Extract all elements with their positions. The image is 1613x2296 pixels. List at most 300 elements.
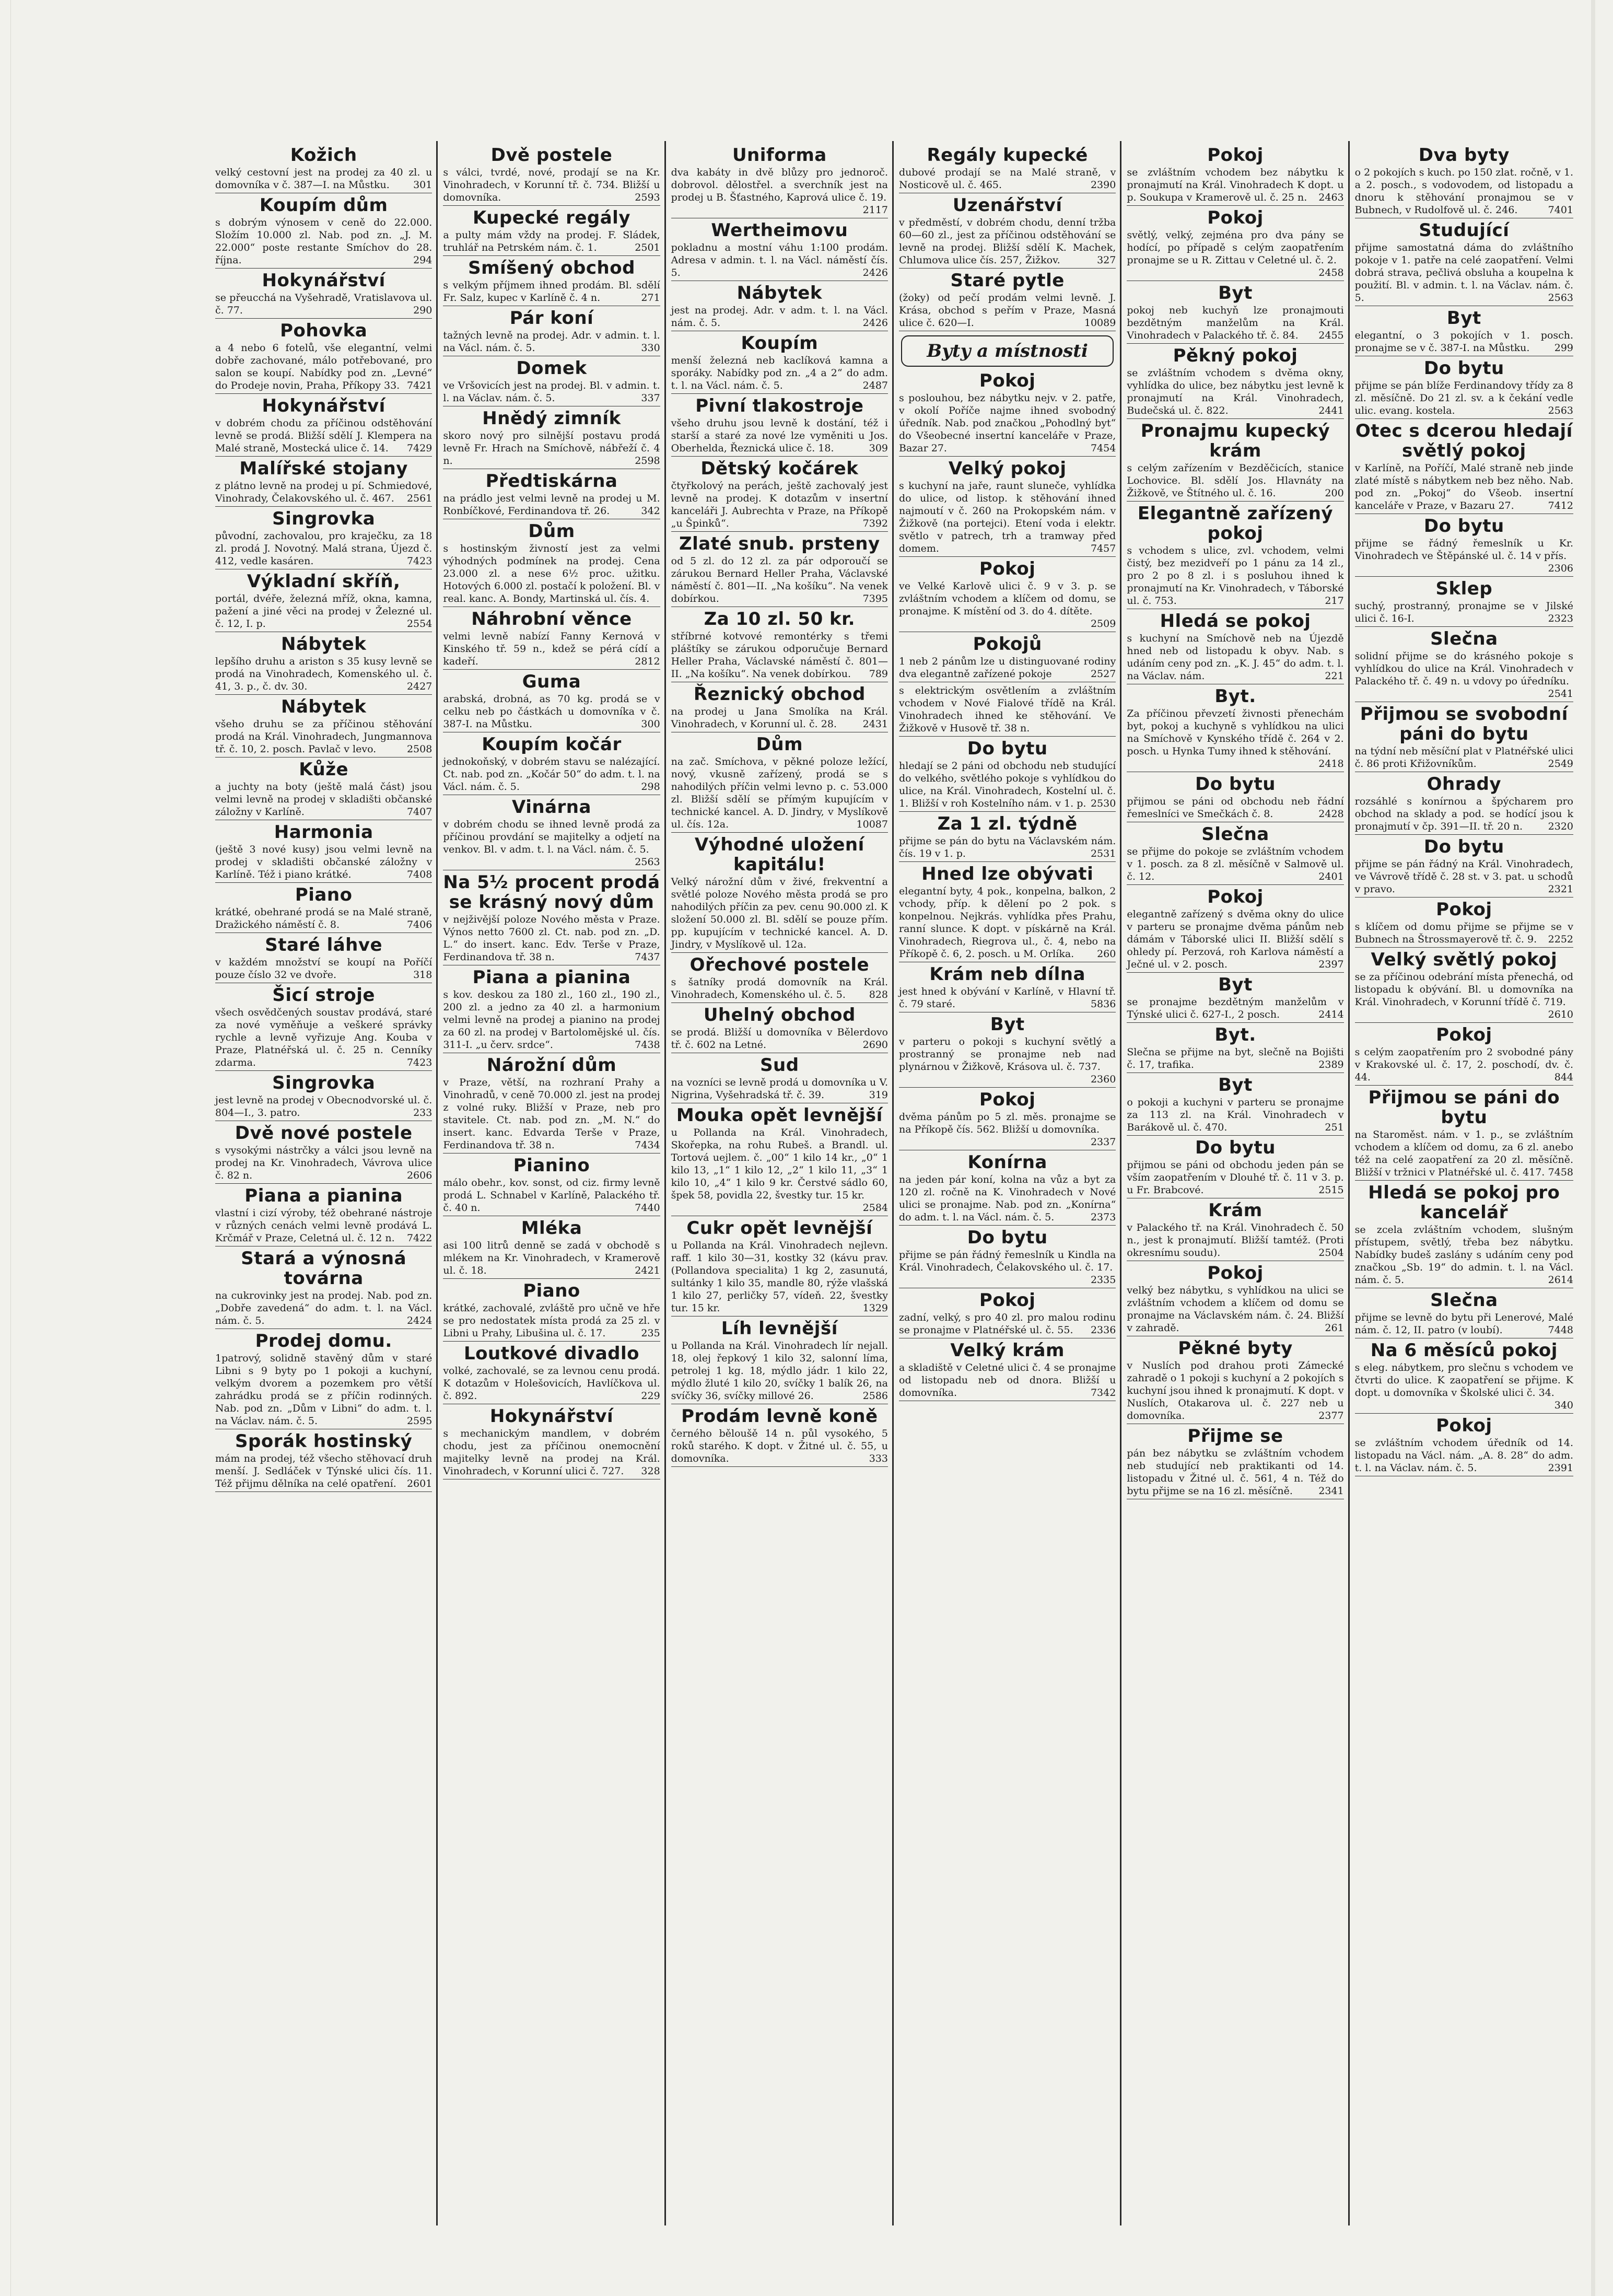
ad-headline: Pokoj [1207, 145, 1264, 166]
ad-headline: Náhrobní věnce [471, 609, 632, 630]
ad-headline: Pokoj [979, 1290, 1036, 1311]
ad-body: s šatníky prodá domovník na Král. Vinohradech, Komenského ul. č. 5. [671, 976, 888, 1000]
classified-ad [215, 509, 432, 569]
ad-body: hledají se 2 páni od obchodu neb studující do velkého, světlého pokoje s vyhlídkou do ulice, na Král. Vinohradech, Kostelní ul. č. 1. Bližší v roh Kostelního nám. v 1. p. [899, 760, 1116, 809]
classified-ad [215, 697, 432, 757]
ad-code: 2418 [1318, 758, 1344, 770]
ad-code: 10087 [856, 819, 888, 830]
classified-ad [215, 145, 432, 193]
ad-headline: Staré láhve [265, 935, 383, 955]
ad-headline: Pokoj [1207, 887, 1264, 907]
classified-ad [443, 735, 660, 795]
ad-body: pán bez nábytku se zvláštním vchodem neb studující neb praktikanti od 14. listopadu v Žitné ul. č. 561, 4 n. Též do bytu přijme se na 16 zl. měsíčně. [1127, 1448, 1344, 1497]
ad-body: od 5 zl. do 12 zl. za pár odporoučí se zárukou Bernard Heller Praha, Václavské náměstí č. 801—II. „Na košíku“. Na venek dobírkou. [671, 555, 888, 604]
ad-body: Slečna se přijme na byt, slečně na Bojišti č. 17, trafika. [1127, 1046, 1344, 1070]
classified-ad [215, 1123, 432, 1184]
ad-headline: Prodej domu. [255, 1331, 392, 1351]
classified-ad [215, 985, 432, 1071]
ad-code: 2427 [406, 681, 433, 692]
ad-code: 2595 [406, 1415, 433, 1427]
classified-ad [671, 1105, 888, 1216]
ad-body: a 4 nebo 6 fotelů, vše elegantní, velmi dobře zachované, málo potřebované, pro salon se koupí. Nabídky pod zn. „Levné“ do Prodeje novin, Praha, Příkopy 33. [215, 342, 433, 391]
ad-headline: Dva byty [1418, 145, 1510, 166]
ad-headline: Piano [295, 884, 353, 905]
classified-ad [1355, 704, 1573, 772]
ad-headline: Výhodné uložení kapitálu! [694, 834, 864, 875]
ad-headline: Singrovka [272, 1073, 376, 1093]
ad-body: Velký nárožní dům v živé, frekventní a světlé poloze Nového města prodá se pro nahodilých příčin za pev. cenu 90.000 zl. K složení 50.000 zl. Bl. sdělí se pouze přím. pp. kupujícím v technické kancel. A. D. Jindry, v Myslíkově ul. 12a. [671, 876, 888, 950]
ad-code: 7437 [635, 951, 660, 963]
ad-body: elegantně zařízený s dvěma okny do ulice v parteru se pronajme dvěma pánům neb dámám v Táborské ulici II. Bližší sdělí s ohledy pí. Perzová, roh Karlova náměstí a Ječné ul. v 2. posch. [1127, 908, 1344, 970]
ad-headline: Do bytu [967, 1227, 1048, 1248]
ad-body: elegantní, o 3 pokojích v 1. posch. pronajme se v č. 387-I. na Můstku. [1354, 330, 1573, 354]
ad-headline: Přijmou se svobodní páni do bytu [1360, 704, 1568, 744]
ad-headline: Dvě postele [490, 145, 613, 166]
ad-body: na vozníci se levně prodá u domovníka u V. Nigrina, Vyšehradská tř. č. 39. [671, 1077, 888, 1101]
ad-headline: Dům [528, 521, 575, 542]
ad-headline: Pokoj [1207, 1263, 1264, 1284]
classified-ad [1355, 837, 1573, 898]
ad-headline: Krám [1208, 1200, 1263, 1221]
classified-ad [215, 195, 432, 269]
ad-code: 300 [641, 718, 660, 730]
ad-body: vlastní i cizí výroby, též obehrané nástroje v různých cenách velmi levně prodává L. Krčmář v Praze, Celetná ul. č. 12 n. [215, 1207, 433, 1244]
ad-body: s dobrým výnosem v ceně do 22.000. Složím 10.000 zl. Nab. pod zn. „J. M. 22.000“ poste restante Smíchov do 28. října. [215, 217, 433, 266]
ad-body: dva kabáty in dvě blůzy pro jednoroč. dobrovol. dělostřel. a sverchník jest na prodej u B. Šťastného, Kaprová ulice č. 19. [671, 167, 888, 203]
classified-ad [671, 220, 888, 281]
ad-code: 298 [641, 781, 660, 792]
ad-headline: Byt [1446, 308, 1481, 329]
ad-code: 2426 [862, 317, 888, 329]
ad-code: 7438 [635, 1039, 660, 1051]
classified-ad [1355, 1290, 1573, 1338]
ad-code: 2586 [862, 1390, 888, 1402]
ad-headline: Pár koní [509, 308, 594, 329]
classified-ad [1355, 1341, 1573, 1414]
classified-ad [1127, 421, 1343, 502]
ad-code: 7448 [1548, 1324, 1573, 1336]
ad-body: (ještě 3 nové kusy) jsou velmi levně na prodej v skladišti občanské záložny v Karlíně. Též i piano krátké. [215, 844, 433, 880]
ad-code: 2426 [862, 267, 888, 278]
classified-ad [215, 572, 432, 632]
classified-ad [1127, 208, 1343, 281]
ad-headline: Pokoj [1207, 207, 1264, 228]
ad-body: jest levně na prodej v Obecnodvorské ul. č. 804—I., 3. patro. [215, 1094, 433, 1118]
ad-code: 2554 [406, 618, 433, 630]
ad-code: 7395 [862, 593, 888, 604]
ad-code: 7421 [406, 380, 433, 391]
ad-headline: Do bytu [1423, 358, 1504, 379]
ad-code: 2563 [635, 856, 660, 868]
ad-body: v Praze, větší, na rozhraní Prahy a Vinohradů, v ceně 70.000 zl. jest na prodej z volné ruky. Bližší v Praze, neb pro stavitele. Ct. nab. pod zn. „M. N.“ do insert. kanc. Edvarda Terše v Praze, Ferdinandova tř. 38 n. [443, 1077, 660, 1151]
ad-headline: Byt [1218, 1075, 1253, 1095]
classified-ad [1355, 1088, 1573, 1181]
page-fold-line [10, 0, 11, 2296]
classified-ad [899, 1228, 1116, 1288]
ad-body: čtyřkolový na perách, ještě zachovalý jest levně na prodej. K dotazům v insertní kanceláři J. Aubrechta v Praze, na Příkopě „u Špinků“. [671, 480, 888, 529]
ad-headline: Ořechové postele [689, 954, 870, 975]
ad-code: 7407 [406, 806, 433, 818]
ad-code: 2373 [1090, 1211, 1116, 1223]
classified-ad [1127, 887, 1343, 973]
classified-ad [443, 1156, 660, 1216]
ad-headline: Pokoj [1436, 1024, 1492, 1045]
ad-body: ve Velké Karlově ulici č. 9 v 3. p. se zvláštním vchodem a klíčem od domu, se pronajme. K místění od 3. do 4. dítěte. [899, 580, 1116, 617]
ad-code: 2401 [1318, 871, 1344, 882]
ad-body: se přeucchá na Vyšehradě, Vratislavova ul. č. 77. [215, 292, 433, 316]
classified-ad [443, 968, 660, 1053]
ad-code: 301 [413, 179, 433, 191]
ad-headline: Stará a výnosná továrna [241, 1248, 407, 1289]
classified-ad [1355, 421, 1573, 514]
ad-code: 2584 [862, 1202, 888, 1214]
ad-body: pokoj neb kuchyň lze pronajmouti bezdětným manželům na Král. Vinohradech v Palackého tř. č. 84. [1127, 305, 1344, 341]
ad-body: velký cestovní jest na prodej za 40 zl. u domovníka v č. 387—I. na Můstku. [215, 167, 433, 191]
classified-ad [671, 955, 888, 1003]
classified-ad [899, 1015, 1116, 1088]
classified-ad [671, 145, 888, 218]
classified-ad [215, 1186, 432, 1246]
ad-code: 2563 [1548, 405, 1573, 416]
ad-headline: Piana a pianina [244, 1185, 403, 1206]
ad-body: zadní, velký, s pro 40 zl. pro malou rodinu se pronajme v Platnéřské ul. č. 55. [899, 1312, 1116, 1336]
ad-headline: Dvě nové postele [235, 1123, 413, 1144]
ad-code: 2421 [635, 1265, 660, 1276]
ad-headline: Staré pytle [950, 270, 1065, 291]
ad-code: 2601 [406, 1478, 433, 1489]
ad-body: portál, dvéře, železná mříž, okna, kamna, pažení a jiné věci na prodej v Železné ul. č. 12, I. p. [215, 593, 433, 630]
ad-headline: Pianino [513, 1155, 590, 1176]
classified-ad [1127, 1426, 1343, 1499]
ad-body: s klíčem od domu přijme se přijme se v Bubnech na Štrossmayerově tř. č. 9. [1354, 921, 1573, 945]
classified-column [1121, 141, 1349, 2225]
ad-code: 2549 [1548, 758, 1573, 770]
ad-headline: Sud [760, 1055, 799, 1076]
ad-body: asi 100 litrů denně se zadá v obchodě s mlékem na Kr. Vinohradech, v Kramerově ul. č. 18. [443, 1240, 660, 1276]
ad-headline: Studující [1419, 220, 1510, 241]
ad-headline: Byt [1218, 283, 1253, 304]
classified-ad [215, 935, 432, 983]
ad-headline: Do bytu [967, 738, 1048, 759]
classified-ad [1127, 283, 1343, 344]
classified-ad [1355, 774, 1573, 835]
scan-edge [1591, 0, 1595, 2296]
ad-body: s kuchyní na jaře, raunt sluneče, vyhlídka do ulice, od listop. k stěhování ihned najmoutí v č. 260 na Prokopském nám. v Žižkově (na portejci). Etení voda i elektr. světlo v patrech, trh a tramway před domem. [899, 480, 1116, 554]
ad-headline: Krám neb dílna [929, 964, 1085, 985]
ad-headline: Na 6 měsíců pokoj [1370, 1340, 1558, 1361]
ad-body: 1patrový, solidně stavěný dům v staré Libni s 9 byty po 1 pokoji a kuchyní, velkým dvorem a pozemkem pro větší zahrádku prodá se z příčin rodinných. Nab. pod zn. „Dům v Libni“ do adm. t. l. na Václav. nám. č. 5. [215, 1353, 433, 1427]
ad-code: 2610 [1548, 1009, 1573, 1020]
classified-column [1350, 141, 1577, 2225]
ad-body: s kuchyní na Smíchově neb na Újezdě hned neb od listopadu k obyv. Nab. s udáním ceny pod zn. „K. J. 45“ do adm. t. l. na Václav. nám. [1127, 633, 1344, 682]
ad-code: 333 [869, 1453, 888, 1464]
ad-code: 7406 [406, 919, 433, 930]
ad-headline: Loutkové divadlo [463, 1343, 640, 1364]
classified-ad [443, 308, 660, 356]
ad-code: 2509 [1090, 618, 1116, 630]
ad-body: přijme se pán do bytu na Václavském nám. čís. 19 v 1. p. [899, 835, 1116, 859]
ad-code: 7423 [406, 555, 433, 567]
ad-code: 2606 [406, 1170, 433, 1181]
ad-code: 327 [1097, 254, 1116, 266]
ad-body: s elektrickým osvětlením a zvláštním vchodem v Nové Fialové třídě na Král. Vinohradech ihned ke stěhování. Ve Žižkově v Husově tř. 38 n. [899, 685, 1116, 734]
classified-ad [443, 872, 660, 965]
ad-body: v předměstí, v dobrém chodu, denní tržba 60—60 zl., jest za příčinou odstěhování se levně na prodej. Bližší sdělí K. Machek, Chlumova ulice čís. 257, Žižkov. [899, 217, 1116, 266]
classified-ad [1127, 145, 1343, 206]
ad-body: se pronajme bezdětným manželům v Týnské ulici č. 627-I., 2 posch. [1127, 996, 1344, 1020]
ad-code: 2563 [1548, 292, 1573, 304]
ad-code: 337 [641, 392, 660, 404]
ad-code: 2252 [1548, 934, 1573, 945]
ad-body: v dobrém chodu za příčinou odstěhování levně se prodá. Bližší sdělí J. Klempera na Malé straně, Mostecká ulice č. 14. [215, 417, 433, 454]
ad-body: (žoky) od pečí prodám velmi levně. J. Krása, obchod s peřím v Praze, Masná ulice č. 620—I. [899, 292, 1116, 329]
ad-headline: Pivní tlakostroje [695, 395, 864, 416]
classified-ad [899, 459, 1116, 557]
ad-body: s vysokými nástrčky a válci jsou levně na prodej na Kr. Vinohradech, Vávrova ulice č. 82 n. [215, 1145, 433, 1181]
ad-code: 7454 [1090, 442, 1116, 454]
classified-ad [1127, 1138, 1343, 1198]
ad-body: volké, zachovalé, se za levnou cenu prodá. K dotazům v Holešovicích, Havlíčkova ul. č. 892. [443, 1365, 660, 1402]
ad-headline: Guma [522, 671, 581, 692]
classified-ad [899, 739, 1116, 812]
classified-ad [671, 835, 888, 953]
ad-code: 2390 [1090, 179, 1116, 191]
ad-code: 2424 [406, 1315, 433, 1326]
ad-body: u Pollanda na Král. Vinohradech nejlevn. raff. 1 kilo 30—31, kostky 32 (kávu prav. (Pollandova specialita) 1 kg 2, zasunutá, sultánky 1 kilo 35, mandle 80, rýže vlašská 1 kilo 27, perličky 57, vídeň. 22, švestky tur. 15 kr. [671, 1240, 888, 1314]
ad-code: 2323 [1548, 613, 1573, 624]
ad-body: dubové prodají se na Malé straně, v Nosticově ul. č. 465. [899, 167, 1116, 191]
ad-code: 2531 [1090, 848, 1116, 859]
classified-column [438, 141, 665, 2225]
ad-headline: Uhelný obchod [703, 1005, 856, 1025]
ad-code: 2360 [1090, 1074, 1116, 1085]
classified-ad [443, 1055, 660, 1153]
ad-body: se zcela zvláštním vchodem, slušným přístupem, světlý, třeba bez nábytku. Nabídky budeš zaslány s udáním ceny pod značkou „Sb. 19“ do admin. t. l. na Václ. nám. č. 5. [1354, 1224, 1573, 1286]
ad-code: 2391 [1548, 1462, 1573, 1474]
ad-body: v Palackého tř. na Král. Vinohradech č. 50 n., jest k pronajmutí. Bližší tamtéž. (Proti okresnímu soudu). [1127, 1222, 1344, 1258]
ad-body: se zvláštním vchodem úředník od 14. listopadu na Václ. nám. „A. 8. 28“ do adm. t. l. na Václav. nám. č. 5. [1354, 1437, 1573, 1474]
classified-ad [443, 1281, 660, 1342]
ad-headline: Šicí stroje [272, 985, 375, 1006]
ad-body: s válci, tvrdé, nové, prodají se na Kr. Vinohradech, v Korunní tř. č. 734. Bližší u domovníka. [443, 167, 660, 203]
ad-headline: Byt [990, 1014, 1025, 1035]
ad-headline: Elegantně zařízený pokoj [1137, 503, 1334, 544]
ad-headline: Hledá se pokoj pro kancelář [1368, 1182, 1560, 1223]
classified-ad [215, 271, 432, 319]
ad-body: na zač. Smíchova, v pěkné poloze ležící, nový, vkusně zařízený, prodá se s nahodilých příčin velmi levno p. c. 53.000 zl. Bližší sdělí se přímým kupujícím v technické kancel. A. D. Jindry, v Myslíkově ul. čís. 12a. [671, 756, 888, 830]
classified-ad [215, 459, 432, 507]
ad-body: u Pollanda na Král. Vinohradech, Skořepka, na rohu Rubeš. a Brandl. ul. Tortová uejlem. č. „00“ 1 kilo 14 kr., „0“ 1 kilo 13, „1“ 1 kilo 12, „2“ 1 kilo 11, „3“ 1 kilo 10, „4“ 1 kilo 9 kr. Čerstvé sádlo 60, špek 58, povidla 22, švestky tur. 15 kr. [671, 1127, 888, 1201]
classified-ad [1355, 1416, 1573, 1476]
classified-ad [671, 283, 888, 331]
ad-code: 7422 [406, 1232, 433, 1244]
classified-ad [1355, 220, 1573, 306]
ad-headline: Hokynářství [262, 395, 385, 416]
ad-headline: Nábytek [737, 283, 822, 304]
ad-body: na prádlo jest velmi levně na prodej u M. Ronbíčkové, Ferdinandova tř. 26. [443, 493, 660, 517]
ad-headline: Piana a pianina [472, 967, 631, 988]
ad-code: 319 [869, 1089, 888, 1101]
classified-ad [443, 145, 660, 206]
ad-code: 251 [1325, 1122, 1344, 1133]
classified-ad [443, 672, 660, 732]
ad-headline: Konírna [967, 1152, 1047, 1173]
ad-body: všeho druhu jsou levně k dostání, též i starší a staré za nové lze vyměniti u Jos. Oberhelda, Řeznická ulice č. 18. [671, 417, 888, 454]
ad-body: v parteru o pokoji s kuchyní světlý a prostranný se pronajme neb nad plynárnou v Žižkově, Krásova ul. č. 737. [899, 1036, 1116, 1073]
ad-body: jest hned k obývání v Karlíně, v Hlavní tř. č. 79 staré. [899, 986, 1116, 1010]
ad-body: solidní přijme se do krásného pokoje s vyhlídkou do ulice na Král. Vinohradech v Palackého tř. č. 49 n. u vdovy po úředníku. [1354, 650, 1573, 687]
classified-ad [1127, 346, 1343, 419]
ad-body: velmi levně nabízí Fanny Kernová v Kinského tř. 59 n., kdež se pérá cídí a kadeří. [443, 631, 660, 667]
ad-body: tažných levně na prodej. Adr. v admin. t. l. na Václ. nám. č. 5. [443, 330, 660, 354]
classified-ad [1355, 950, 1573, 1023]
ad-headline: Pokoj [979, 1089, 1036, 1110]
ad-code: 2487 [862, 380, 888, 391]
ad-code: 828 [869, 989, 888, 1000]
ad-code: 7434 [635, 1139, 660, 1151]
ad-body: s hostinským živností jest za velmi výhodných podmínek na prodej. Cena 23.000 zl. a nese 6½ proc. užitku. Hotových 6.000 zl. postačí k položení. Bl. v real. kanc. A. Bondy, Martinská ul. čís. 4. [443, 543, 660, 604]
ad-body: málo obehr., kov. sonst, od ciz. firmy levně prodá L. Schnabel v Karlíně, Palackého tř. č. 40 n. [443, 1177, 660, 1214]
ad-code: 7458 [1548, 1167, 1573, 1178]
ad-headline: Slečna [1430, 1290, 1498, 1311]
ad-headline: Wertheimovu [711, 220, 848, 241]
ad-headline: Kožich [290, 145, 357, 166]
ad-body: s celým zaopatřením pro 2 svobodné pány v Krakovské ul. č. 17, 2. poschodí, dv. č. 44. [1354, 1046, 1573, 1083]
ad-code: 7423 [406, 1057, 433, 1068]
ad-headline: Malířské stojany [239, 458, 408, 479]
ad-body: přijme se řádný řemeslník u Kr. Vinohradech ve Štěpánské ul. č. 14 v přís. [1354, 538, 1573, 562]
classified-ad [443, 1218, 660, 1279]
ad-code: 2117 [862, 204, 888, 216]
ad-headline: Mléka [521, 1218, 582, 1239]
ad-code: 235 [641, 1327, 660, 1339]
ad-headline: Smíšený obchod [468, 258, 635, 278]
ad-headline: Koupím dům [259, 195, 388, 216]
ad-code: 233 [413, 1107, 433, 1118]
ad-code: 200 [1325, 487, 1344, 499]
ad-body: se přijme do pokoje se zvláštním vchodem v 1. posch. za 8 zl. měsíčně v Salmově ul. č. 12. [1127, 846, 1344, 882]
ad-body: pokladnu a mostní váhu 1:100 prodám. Adresa v admin. t. l. na Václ. náměstí čís. 5. [671, 242, 888, 278]
ad-body: přijme samostatná dáma do zvláštního pokoje v 1. patře na celé zaopatření. Velmi dobrá strava, pečlivá obsluha a koupelna k použití. Bl. v admin. t. l. na Václav. nám. č. 5. [1354, 242, 1573, 304]
ad-headline: Předtiskárna [485, 471, 618, 492]
classified-ad [443, 471, 660, 519]
classified-ad [671, 1406, 888, 1467]
ad-code: 299 [1554, 342, 1573, 354]
ad-code: 844 [1554, 1071, 1573, 1083]
ad-headline: Přijme se [1187, 1426, 1283, 1447]
ad-headline: Dětský kočárek [700, 458, 859, 479]
ad-body: u Pollanda na Král. Vinohradech lír nejall. 18, olej řepkový 1 kilo 32, salonní líma, petrolej 1 kg. 18, mýdlo jádr. 1 kilo 22, mýdlo žluté 1 kilo 20, svíčky 1 balík 26, na svíčky 36, svíčky millové 26. [671, 1340, 888, 1402]
classified-ad [443, 1344, 660, 1404]
ad-code: 2336 [1090, 1324, 1116, 1336]
ad-body: rozsáhlé s konírnou a špýcharem pro obchod na sklady a pod. se hodící jsou k pronajmutí v čp. 391—II. tř. 20 n. [1354, 796, 1573, 832]
classified-ad [1355, 1025, 1573, 1086]
ad-code: 318 [413, 969, 433, 981]
ad-body: přijme se pán řádný řemeslník u Kindla na Král. Vinohradech, Čelakovského ul. č. 17. [899, 1249, 1116, 1273]
classified-ad [1127, 504, 1343, 609]
ad-headline: Pokoj [1436, 1415, 1492, 1436]
ad-body: v dobrém chodu se ihned levně prodá za příčinou provdání se majitelky a odjetí na venkov. Bl. v adm. t. l. na Václ. nám. č. 5. [443, 819, 660, 855]
ad-body: krátké, zachovalé, zvláště pro učně ve hře se pro nedostatek místa prodá za 25 zl. v Libni u Prahy, Libušina ul. č. 17. [443, 1302, 660, 1339]
ad-code: 2501 [635, 242, 660, 253]
ad-body: v Karlíně, na Poříčí, Malé straně neb jinde zlaté místě s nábytkem neb bez něho. Nab. pod zn. „Pokoj“ do Všeob. insertní kanceláře v Praze, v Bazaru 27. [1354, 462, 1573, 511]
classified-ad [215, 1431, 432, 1492]
classified-ad [1127, 1338, 1343, 1424]
ad-code: 2463 [1318, 192, 1344, 203]
ad-body: skoro nový pro silnější postavu prodá levně Fr. Hrach na Smíchově, nábřeží č. 4 n. [443, 430, 660, 467]
ad-body: s kov. deskou za 180 zl., 160 zl., 190 zl., 200 zl. a jedno za 40 zl. a harmonium velmi levně na prodej a pianino na prodej za 60 zl. na prodej v Bartolomějské ul. čís. 311-I. „u červ. srdce“. [443, 989, 660, 1051]
ad-body: stříbrné kotvové remontérky s třemi pláštíky se zárukou odporučuje Bernard Heller Praha, Václavské náměstí č. 801—II. „Na košíku“. Na venek dobírkou. [671, 631, 888, 680]
ad-headline: Na 5½ procent prodá se krásný nový dům [443, 872, 660, 913]
classified-ad [1355, 308, 1573, 356]
ad-code: 2441 [1318, 405, 1344, 416]
ad-headline: Řeznický obchod [693, 684, 866, 705]
classified-ad [215, 760, 432, 820]
ad-code: 2337 [1090, 1136, 1116, 1148]
ad-code: 294 [413, 254, 433, 266]
ad-code: 2397 [1318, 959, 1344, 970]
classified-ad [1127, 774, 1343, 822]
ad-body: krátké, obehrané prodá se na Malé straně, Dražického náměstí č. 8. [215, 906, 433, 930]
ad-body: a juchty na boty (ještě malá část) jsou velmi levně na prodej v skladišti občanské záložny v Karlíně. [215, 781, 433, 818]
ad-headline: Ohrady [1427, 774, 1501, 795]
classified-ad [443, 609, 660, 670]
ad-code: 2504 [1318, 1247, 1344, 1258]
ad-code: 7401 [1548, 204, 1573, 216]
ad-body: na týdní neb měsíční plat v Platnéřské ulici č. 86 proti Křižovníkům. [1354, 745, 1573, 770]
ad-body: přijmou se páni od obchodu neb řádní řemeslníci ve Smečkách č. 8. [1127, 796, 1344, 820]
ad-body: přijmou se páni od obchodu jeden pán se vším zaopatřením v Dlouhé tř. č. 11 v 3. p. u Fr. Brabcové. [1127, 1159, 1344, 1196]
ad-headline: Uzenářství [952, 195, 1062, 216]
classified-ad [443, 521, 660, 607]
ad-code: 261 [1325, 1322, 1344, 1334]
classified-ad [1355, 579, 1573, 627]
ad-code: 328 [641, 1465, 660, 1477]
classified-ad [899, 195, 1116, 269]
ad-body: na prodej u Jana Smolíka na Král. Vinohradech, v Korunní ul. č. 28. [671, 706, 888, 730]
ad-headline: Byt [1218, 974, 1253, 995]
ad-code: 2561 [406, 493, 433, 504]
ad-body: ve Vršovicích jest na prodej. Bl. v admin. t. l. na Václav. nám. č. 5. [443, 380, 660, 404]
classified-ad [215, 321, 432, 394]
ad-headline: Slečna [1430, 628, 1498, 649]
ad-headline: Do bytu [1195, 1137, 1276, 1158]
ad-headline: Piano [523, 1280, 580, 1301]
classified-ad [215, 634, 432, 695]
ad-headline: Harmonia [274, 822, 373, 843]
ad-code: 2508 [406, 743, 433, 755]
classified-ad [671, 333, 888, 394]
ad-code: 7408 [406, 869, 433, 880]
ad-body: v každém množství se koupí na Poříčí pouze číslo 32 ve dvoře. [215, 957, 433, 981]
ad-headline: Nábytek [281, 634, 367, 655]
ad-body: menší železná neb kaclíková kamna a sporáky. Nabídky pod zn. „4 a 2“ do adm. t. l. na Václ. nám. č. 5. [671, 355, 888, 391]
classified-ad [899, 964, 1116, 1012]
ad-headline: Hokynářství [489, 1406, 614, 1427]
ad-body: všech osvědčených soustav prodává, staré za nové vyměňuje a veškeré správky rychle a levně vyřizuje Ang. Kouba v Praze, Platnéřská ul. č. 25 n. Cenníky zdarma. [215, 1007, 433, 1068]
ad-headline: Výkladní skříň, [247, 571, 401, 592]
ad-body: s poslouhou, bez nábytku nejv. v 2. patře, v okolí Poříče najme ihned svobodný úředník. Nab. pod značkou „Pohodlný byt“ do Všeobecné insertní kanceláře v Praze, Bazar 27. [899, 392, 1116, 454]
ad-body: suchý, prostranný, pronajme se v Jilské ulici č. 16-I. [1354, 600, 1573, 624]
ad-code: 7342 [1090, 1387, 1116, 1398]
ad-headline: Velký krám [950, 1340, 1065, 1361]
classified-ad [899, 1341, 1116, 1401]
ad-code: 2341 [1318, 1485, 1344, 1497]
classified-ad [215, 1331, 432, 1429]
ad-body: a skladiště v Celetné ulici č. 4 se pronajme od listopadu neb od dnora. Bližší u domovníka. [899, 1362, 1116, 1398]
ad-code: 217 [1325, 595, 1344, 607]
ad-headline: Pokoj [979, 370, 1036, 391]
